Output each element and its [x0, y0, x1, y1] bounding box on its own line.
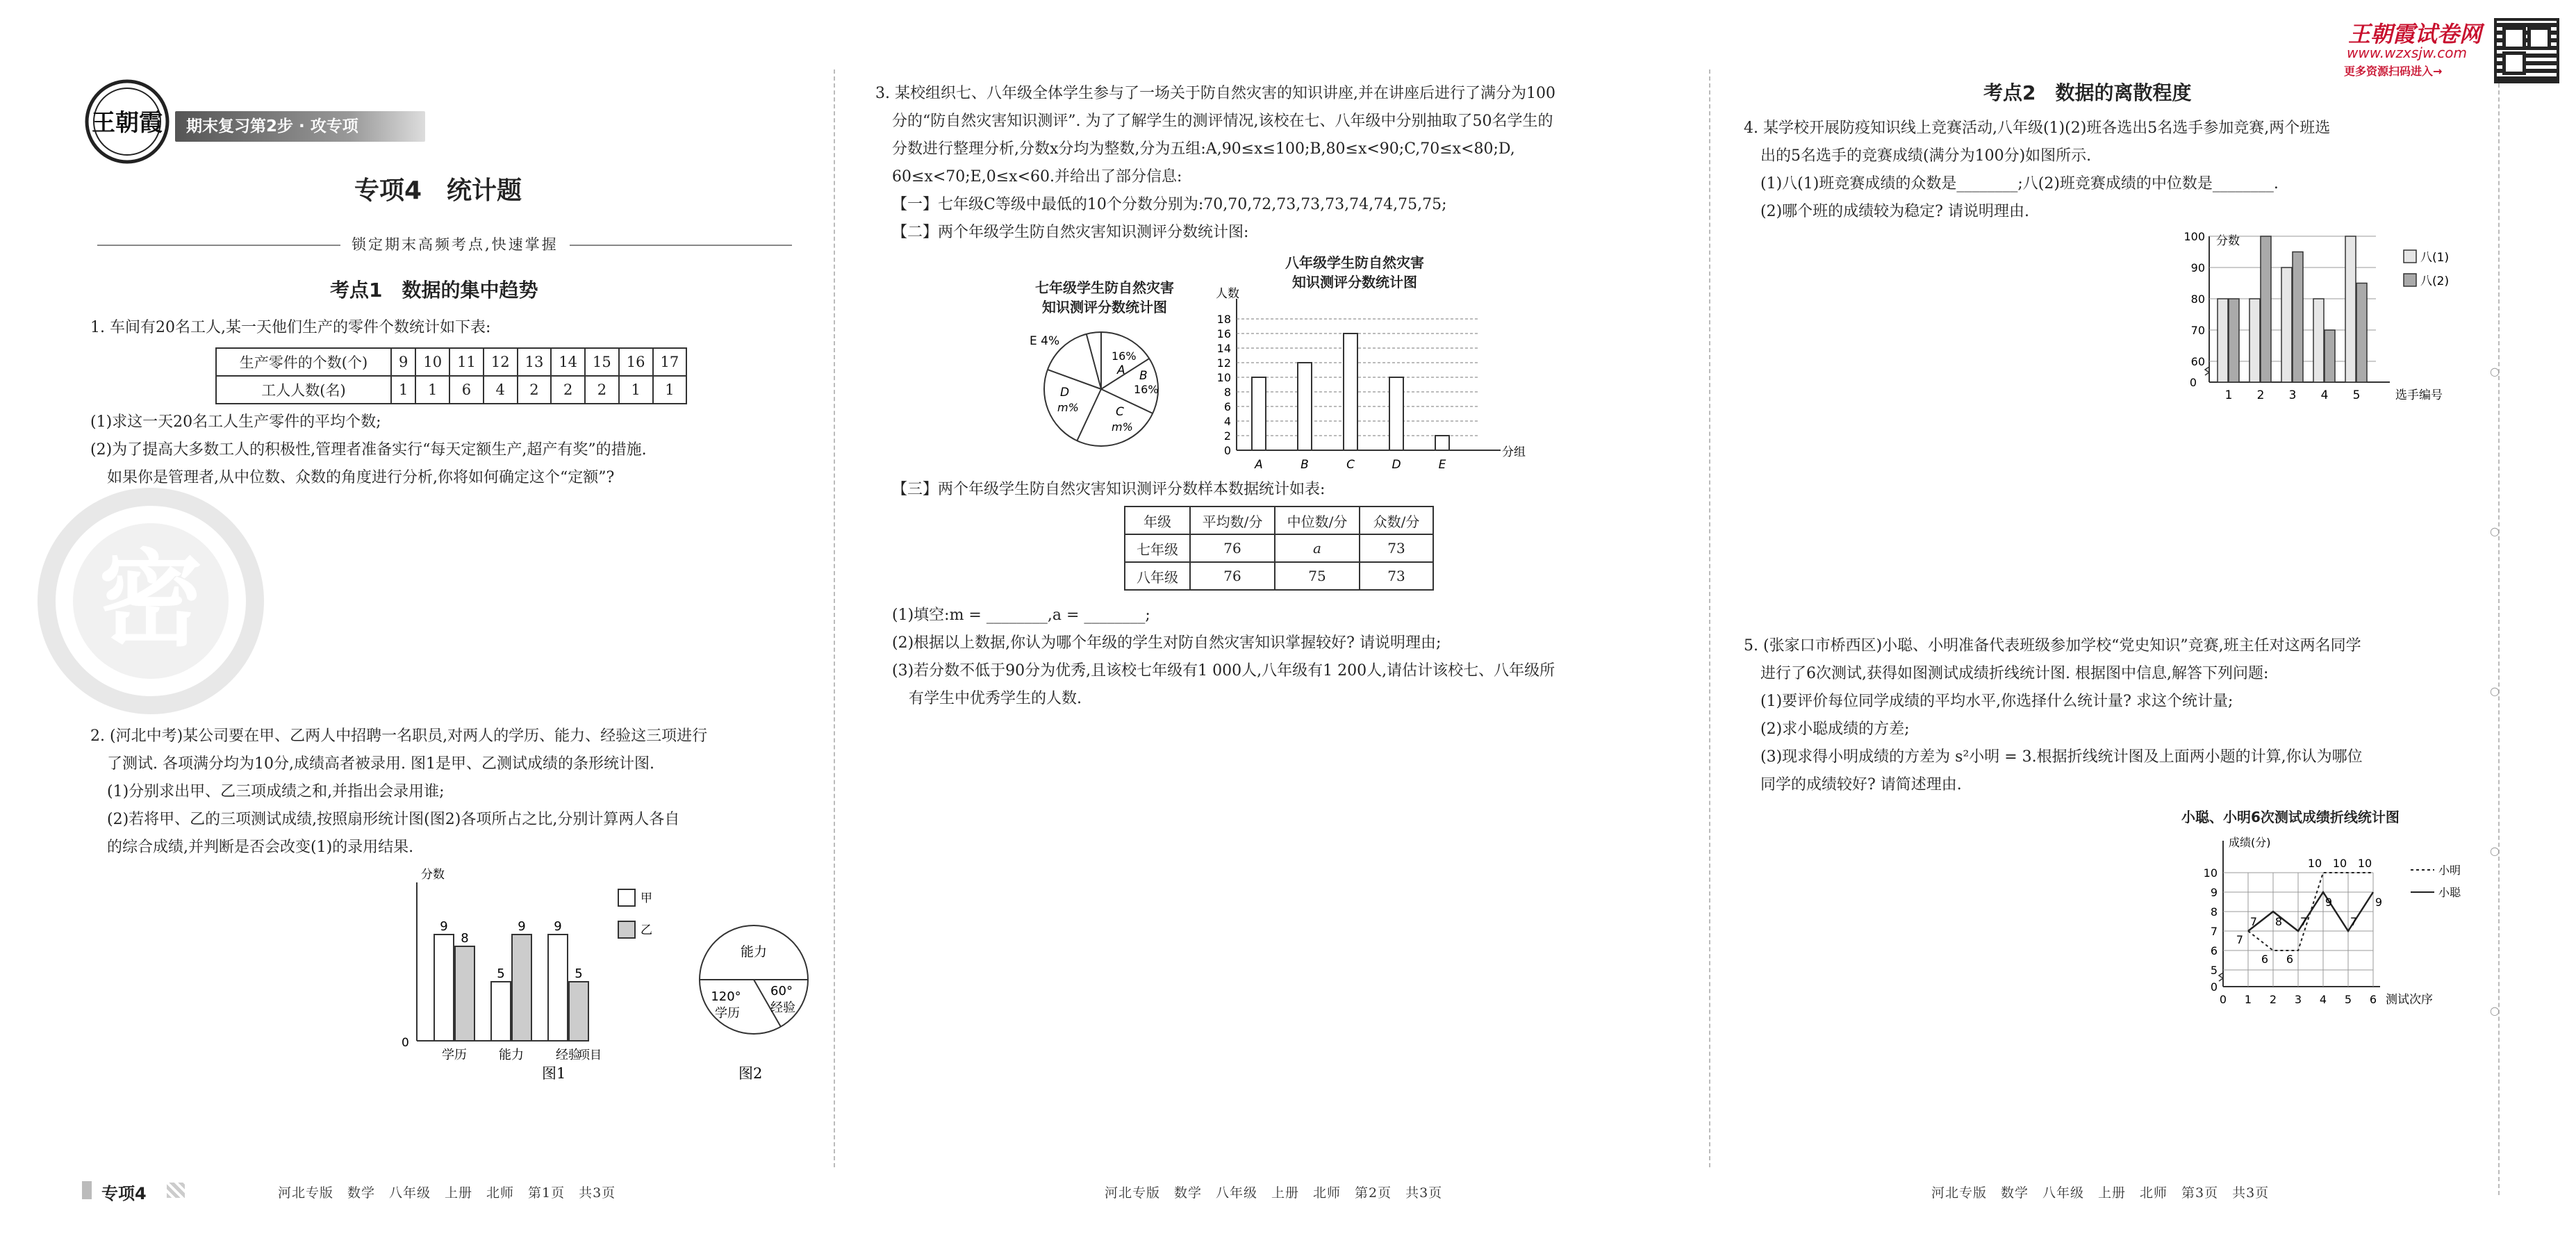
category-label: D: [1392, 458, 1401, 472]
special-title: 专项4 统计题: [354, 176, 522, 205]
q3-part3a: (3)若分数不低于90分为优秀,且该校七年级有1 000人,八年级有1 200人,请估计该校七、八年级所: [892, 662, 1555, 680]
q5-part3b: 同学的成绩较好? 请简述理由.: [1760, 776, 1962, 793]
q1-part1: (1)求这一天20名工人生产零件的平均个数;: [90, 413, 381, 431]
q5-chart-title: 小聪、小明6次测试成绩折线统计图: [2181, 809, 2400, 825]
table-cell: 76: [1190, 534, 1275, 562]
q1-stem: 1. 车间有20名工人,某一天他们生产的零件个数统计如下表:: [90, 319, 491, 336]
table-cell: 七年级: [1125, 534, 1190, 562]
qr-inner: [2527, 26, 2551, 50]
bar: [434, 935, 454, 1041]
table-header: 年级: [1125, 507, 1190, 534]
q2-line2: 了测试. 各项满分均为10分,成绩高者被录用. 图1是甲、乙测试成绩的条形统计图.: [107, 755, 654, 773]
watermark-seal: [36, 486, 265, 716]
bar: [548, 935, 568, 1041]
data-label: 9: [2325, 896, 2333, 909]
q3-part3b: 有学生中优秀学生的人数.: [909, 690, 1082, 707]
q1-part2a: (2)为了提高大多数工人的积极性,管理者准备实行“每天定额生产,超产有奖”的措施.: [90, 441, 647, 459]
table-cell: 13: [518, 348, 552, 376]
table-cell: 八年级: [1125, 562, 1190, 590]
q4-part1: (1)八(1)班竞赛成绩的众数是________;八(2)班竞赛成绩的中位数是________.: [1760, 175, 2279, 192]
x-axis-label: 分组: [1502, 445, 1526, 459]
table-cell: 2: [551, 376, 585, 404]
y-tick-label: 100: [2183, 230, 2205, 243]
fig1-bar-chart: [389, 862, 667, 1084]
y-tick-label: 6: [1223, 400, 1231, 413]
bar-value-label: 8: [461, 931, 469, 946]
q5-part3: (3)现求得小明成绩的方差为 s²小明 = 3.根据折线统计图及上面两小题的计算,你认为哪位: [1760, 748, 2363, 766]
qr-code[interactable]: [2494, 18, 2559, 83]
footer-tag-block: [82, 1181, 92, 1199]
table-row: [216, 376, 686, 404]
table-cell: 6: [449, 376, 484, 404]
data-label: 9: [2375, 896, 2383, 909]
table-cell: 15: [585, 348, 619, 376]
grade8-bar-chart: [1209, 285, 1535, 479]
table-cell: 1: [415, 376, 449, 404]
bar-title-line2: 知识测评分数统计图: [1292, 274, 1417, 290]
legend-label: 小明: [2438, 864, 2461, 877]
pie-label-D: D: [1060, 386, 1070, 400]
data-label: 7: [2350, 915, 2358, 928]
q4-text: [1744, 115, 2330, 226]
y-tick-label: 5: [2210, 964, 2218, 977]
y-tick-label: 0: [2210, 980, 2218, 994]
legend-label: 乙: [641, 923, 652, 937]
x-tick-label: 3: [2294, 993, 2302, 1006]
x-axis-label: 项目: [578, 1048, 602, 1062]
data-label: 6: [2261, 953, 2269, 966]
y-tick-label: 9: [2210, 886, 2218, 899]
table-cell: a: [1275, 534, 1360, 562]
y-tick-label: 7: [2210, 925, 2218, 938]
fig2-label-120: 120°: [711, 989, 741, 1004]
y-tick-label: 6: [2210, 944, 2218, 957]
q5-part1: (1)要评价每位同学成绩的平均水平,你选择什么统计量? 求这个统计量;: [1760, 693, 2234, 710]
q4-bar-chart: [2168, 229, 2487, 410]
q1-table: [215, 347, 687, 404]
table-row: [1125, 562, 1433, 590]
q4-line2: 出的5名选手的竞赛成绩(满分为100分)如图所示.: [1760, 147, 2092, 165]
qr-inner: [2502, 51, 2526, 75]
bar-value-label: 9: [554, 919, 562, 934]
bar: [455, 946, 474, 1041]
svg-text:王朝霞: 王朝霞: [92, 109, 163, 137]
y-axis-label: 分数: [2216, 234, 2240, 248]
tagline-text: 期末复习第2步 · 攻专项: [186, 117, 358, 135]
y-axis-label: 成绩(分): [2229, 836, 2271, 849]
bar: [569, 982, 588, 1041]
x-axis-label: 测试次序: [2386, 993, 2433, 1007]
q4-line1: 4. 某学校开展防疫知识线上竞赛活动,八年级(1)(2)班各选出5名选手参加竞赛,两个班选: [1744, 120, 2331, 137]
bar: [1252, 377, 1266, 450]
data-label: 7: [2249, 915, 2258, 928]
bar-value-label: 5: [497, 966, 505, 981]
q3-part1: (1)填空:m = ________,a = ________;: [892, 607, 1150, 624]
bar: [2325, 330, 2335, 382]
column-divider-1: [834, 69, 835, 1167]
fig2-label-education: 学历: [715, 1006, 740, 1021]
x-tick-label: 1: [2244, 993, 2252, 1006]
table-cell: 75: [1275, 562, 1360, 590]
brand-logo: [82, 76, 172, 167]
pie-label-B-pct: 16%: [1134, 383, 1159, 396]
q5-line2: 进行了6次测试,获得如图测试成绩折线统计图. 根据图中信息,解答下列问题:: [1760, 665, 2269, 682]
category-label: A: [1255, 458, 1263, 472]
bar: [1298, 363, 1312, 450]
y-tick-label: 0: [1223, 444, 1231, 457]
y-tick-label: 80: [2190, 293, 2205, 306]
q3-stem: [875, 80, 1555, 247]
table-row: [1125, 534, 1433, 562]
bar: [1435, 436, 1449, 450]
bar: [512, 935, 531, 1041]
q3-part2: (2)根据以上数据,你认为哪个年级的学生对防自然灾害知识掌握较好? 请说明理由;: [892, 634, 1442, 652]
table-cell: 11: [449, 348, 484, 376]
data-label: 6: [2286, 953, 2294, 966]
category-label: 1: [2224, 388, 2233, 402]
table-cell: 4: [484, 376, 518, 404]
q5-line1: 5. (张家口市桥西区)小聪、小明准备代表班级参加学校“党史知识”竞赛,班主任对这两名同学: [1744, 637, 2361, 655]
bar: [2281, 267, 2292, 382]
y-tick-label: 60: [2190, 355, 2205, 368]
y-tick-label: 14: [1216, 342, 1231, 355]
table-header: 众数/分: [1360, 507, 1433, 534]
y-tick-label: 18: [1216, 313, 1231, 326]
data-label: 7: [2236, 933, 2244, 946]
table-cell: 73: [1360, 534, 1433, 562]
q3-parts: [892, 602, 1555, 713]
bar: [2249, 299, 2260, 382]
legend-label: 八(2): [2420, 274, 2450, 288]
q3-table: [1124, 506, 1434, 591]
y-tick-label: 8: [1223, 386, 1231, 399]
site-name: 王朝霞试卷网: [2348, 21, 2482, 47]
table-cell: 14: [551, 348, 585, 376]
q3-info1: 【一】七年级C等级中最低的10个分数分别为:70,70,72,73,73,73,74,74,75,75;: [892, 196, 1447, 213]
q3-line4: 60≤x<70;E,0≤x<60.并给出了部分信息:: [892, 168, 1182, 186]
table-cell: 73: [1360, 562, 1433, 590]
q5-line-chart: [2168, 827, 2487, 1007]
table-row: [216, 348, 686, 376]
q5-text: [1744, 632, 2363, 799]
x-tick-label: 0: [2219, 993, 2227, 1006]
x-tick-label: 5: [2344, 993, 2352, 1006]
legend-label: 甲: [641, 891, 652, 905]
svg-text:密: 密: [98, 540, 204, 661]
bar: [2313, 299, 2324, 382]
bar-value-label: 9: [440, 919, 448, 934]
q1-part2b: 如果你是管理者,从中位数、众数的角度进行分析,你将如何确定这个“定额”?: [107, 469, 615, 486]
y-tick-label: 10: [1216, 371, 1231, 384]
q3-line1: 3. 某校组织七、八年级全体学生参与了一场关于防自然灾害的知识讲座,并在讲座后进行了满分为100: [875, 85, 1555, 102]
column-divider-2: [1709, 69, 1710, 1167]
footer-tag: 专项4: [101, 1184, 147, 1203]
data-label: 10: [2307, 857, 2322, 870]
legend-label: 八(1): [2420, 251, 2450, 265]
y-tick-label: 16: [1216, 327, 1231, 340]
bar: [2345, 236, 2356, 382]
fig2-pie-chart: [684, 910, 823, 1084]
grade7-pie-chart: [1014, 320, 1195, 459]
table-cell: 10: [415, 348, 449, 376]
bar-value-label: 9: [518, 919, 526, 934]
pie-label-D-pct: m%: [1057, 401, 1079, 414]
pie-title: [1000, 278, 1209, 317]
section2-heading: 考点2 数据的离散程度: [1983, 81, 2192, 104]
category-label: 学历: [442, 1048, 467, 1062]
table-cell: 9: [391, 348, 415, 376]
bar-title-line1: 八年级学生防自然灾害: [1285, 254, 1424, 271]
category-label: 能力: [499, 1048, 524, 1062]
q4-part2: (2)哪个班的成绩较为稳定? 请说明理由.: [1760, 203, 2029, 220]
legend-swatch: [618, 889, 635, 906]
table-row: [1125, 507, 1433, 534]
fig2-caption: 图2: [738, 1065, 763, 1082]
category-label: C: [1346, 458, 1355, 472]
pie-title-line2: 知识测评分数统计图: [1042, 299, 1167, 315]
pie-label-B: B: [1139, 369, 1148, 383]
table-cell: 12: [484, 348, 518, 376]
bar: [2218, 299, 2228, 382]
table-cell: 1: [391, 376, 415, 404]
origin-label: 0: [2189, 376, 2197, 389]
y-axis-label: 人数: [1216, 287, 1239, 301]
data-label: 7: [2300, 915, 2308, 928]
q3-info2: 【二】两个年级学生防自然灾害知识测评分数统计图:: [892, 224, 1249, 241]
section1-heading: 考点1 数据的集中趋势: [330, 279, 538, 302]
site-hint: 更多资源扫码进入→: [2344, 65, 2443, 78]
x-tick-label: 2: [2269, 993, 2277, 1006]
pie-label-A: A: [1117, 363, 1125, 377]
pie-title-line1: 七年级学生防自然灾害: [1035, 279, 1174, 296]
table-cell: 2: [518, 376, 552, 404]
table-cell: 17: [653, 348, 687, 376]
pie-label-C: C: [1116, 405, 1124, 419]
table-header: 中位数/分: [1275, 507, 1360, 534]
y-axis-label: 分数: [421, 868, 445, 882]
y-tick-label: 2: [1223, 429, 1231, 443]
tagline-banner: [175, 111, 425, 142]
bar: [2261, 236, 2271, 382]
footer-page-2: 河北专版 数学 八年级 上册 北师 第2页 共3页: [1105, 1185, 1443, 1201]
y-tick-label: 12: [1216, 356, 1231, 370]
y-tick-label: 10: [2203, 866, 2218, 880]
category-label: 经验: [556, 1048, 581, 1062]
table-cell: 2: [585, 376, 619, 404]
x-axis-label: 选手编号: [2395, 388, 2443, 402]
category-label: 2: [2256, 388, 2265, 402]
pie-label-A-pct: 16%: [1112, 349, 1137, 363]
bar: [2229, 299, 2239, 382]
legend-label: 小聪: [2438, 886, 2461, 899]
binding-marks: ○ ○ ○ ○ ○: [2490, 365, 2500, 1017]
bar-value-label: 5: [575, 966, 583, 981]
table-cell: 16: [619, 348, 653, 376]
q3-line3: 分数进行整理分析,分数x分均为整数,分为五组:A,90≤x≤100;B,80≤x<90;C,70≤x<80;D,: [892, 140, 1515, 158]
site-url: www.wzxsjw.com: [2347, 44, 2467, 61]
table-cell: 工人人数(名): [216, 376, 391, 404]
q2-line4: (2)若将甲、乙的三项测试成绩,按照扇形统计图(图2)各项所占之比,分别计算两人各自: [107, 811, 680, 828]
bar: [2356, 283, 2367, 383]
y-tick-label: 4: [1223, 415, 1231, 428]
q2-line1: 2. (河北中考)某公司要在甲、乙两人中招聘一名职员,对两人的学历、能力、经验这三项进行: [90, 727, 708, 745]
q3-line2: 分的“防自然灾害知识测评”. 为了了解学生的测评情况,该校在七、八年级中分别抽取了50名学生的: [892, 113, 1553, 130]
q2-text: [90, 723, 707, 862]
legend-swatch: [2404, 250, 2416, 263]
legend-swatch: [2404, 274, 2416, 286]
q3-info3: 【三】两个年级学生防自然灾害知识测评分数样本数据统计如表:: [892, 481, 1326, 498]
q2-line5: 的综合成绩,并判断是否会改变(1)的录用结果.: [107, 839, 414, 856]
q5-part2: (2)求小聪成绩的方差;: [1760, 721, 1910, 738]
data-label: 10: [2332, 857, 2347, 870]
bar: [2293, 252, 2303, 383]
fig2-label-60: 60°: [770, 984, 793, 998]
slogan: 锁定期末高频考点,快速掌握: [340, 233, 570, 254]
origin-label: 0: [402, 1036, 409, 1050]
pie-label-C-pct: m%: [1112, 420, 1133, 434]
data-label: 8: [2274, 915, 2283, 928]
category-label: 3: [2288, 388, 2297, 402]
fig2-label-ability: 能力: [740, 944, 768, 960]
y-tick-label: 8: [2210, 905, 2218, 919]
x-tick-label: 4: [2319, 993, 2327, 1006]
category-label: E: [1438, 458, 1446, 472]
data-label: 10: [2357, 857, 2372, 870]
q2-line3: (1)分别求出甲、乙三项成绩之和,并指出会录用谁;: [107, 783, 445, 800]
bar: [1344, 334, 1357, 450]
y-tick-label: 70: [2190, 324, 2205, 337]
fig2-label-experience: 经验: [770, 1001, 795, 1015]
category-label: 4: [2320, 388, 2329, 402]
table-cell: 1: [619, 376, 653, 404]
category-label: 5: [2352, 388, 2361, 402]
qr-inner: [2502, 26, 2526, 50]
table-cell: 76: [1190, 562, 1275, 590]
footer-page-1: 河北专版 数学 八年级 上册 北师 第1页 共3页: [278, 1185, 616, 1201]
table-cell: 1: [653, 376, 687, 404]
legend-swatch: [618, 921, 635, 938]
q1-parts: [90, 409, 647, 492]
footer-tag-deco: [167, 1183, 185, 1198]
pie-label-E: E 4%: [1030, 334, 1060, 348]
x-tick-label: 6: [2369, 993, 2377, 1006]
bar: [1389, 377, 1403, 450]
fig1-caption: 图1: [542, 1065, 566, 1082]
table-header: 平均数/分: [1190, 507, 1275, 534]
y-tick-label: 90: [2190, 261, 2205, 274]
category-label: B: [1301, 458, 1309, 472]
table-cell: 生产零件的个数(个): [216, 348, 391, 376]
footer-page-3: 河北专版 数学 八年级 上册 北师 第3页 共3页: [1931, 1185, 2270, 1201]
bar: [491, 982, 511, 1041]
